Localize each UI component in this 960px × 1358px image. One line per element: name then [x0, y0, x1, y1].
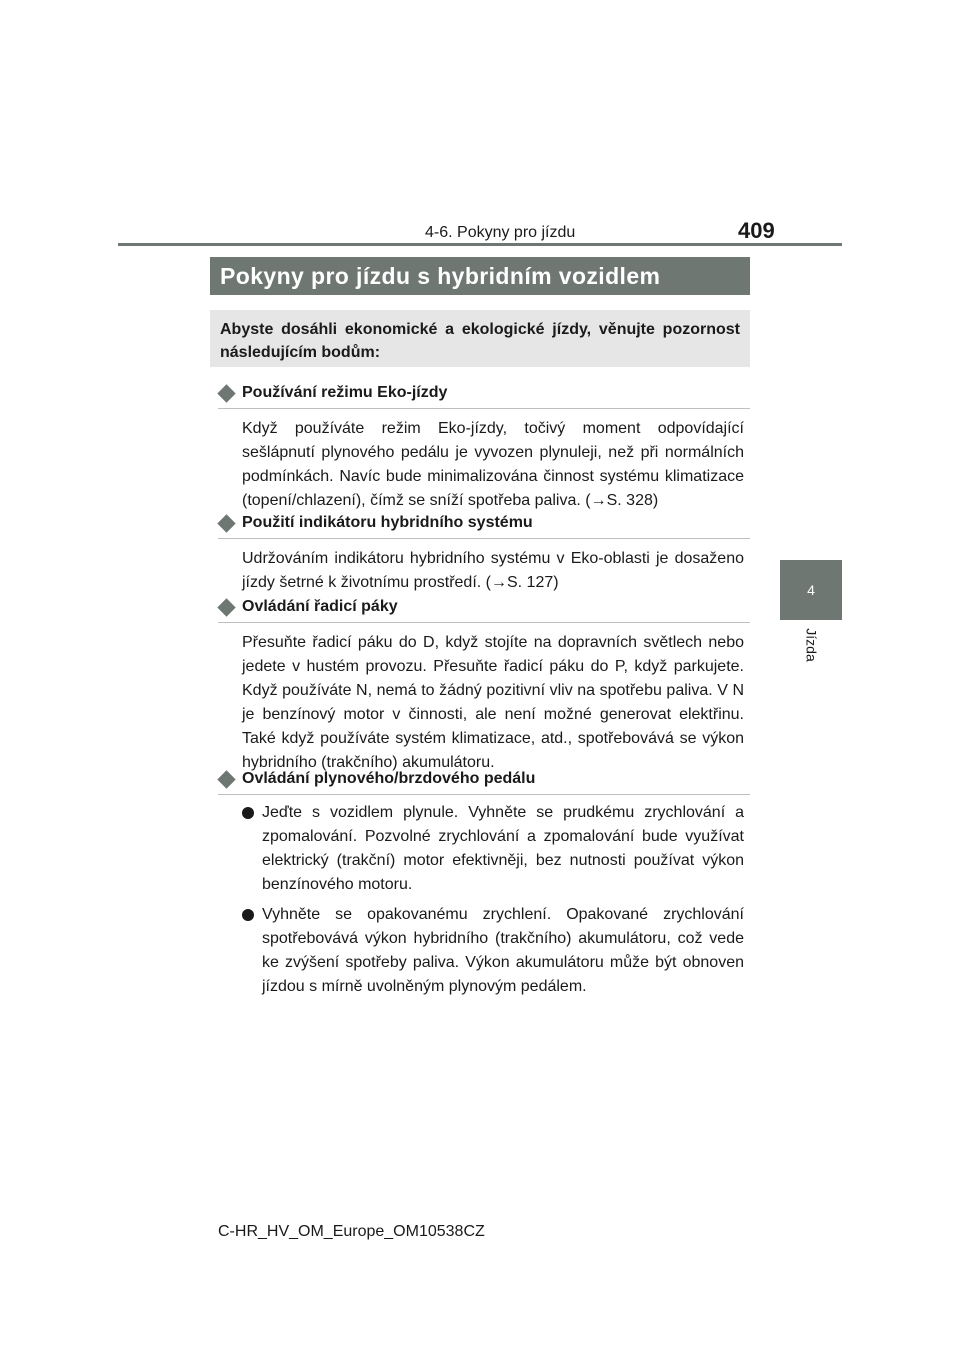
section-heading — [218, 596, 750, 623]
section-pedal-control — [218, 768, 750, 1005]
header-divider — [118, 243, 842, 246]
section-heading-text: Ovládání plynového/brzdového pedálu — [242, 770, 536, 787]
section-body: Přesuňte řadicí páku do D, když stojíte na dopravních světlech nebo jedete v hustém provozu. Přesuňte řadicí páku do P, když parkujete. Když používáte N, nemá to žádný pozitivní vliv na spotřebu paliva. V N je benzínový motor v činnosti, ale není možné generovat elektřinu. Také když používáte systém klimatizace, atd., spotřebovává se výkon hybridního (trakčního) akumulátoru. — [242, 634, 744, 771]
intro-text: Abyste dosáhli ekonomické a ekologické jízdy, věnujte pozornost následujícím bodům: — [220, 321, 740, 361]
section-body: Když používáte režim Eko-jízdy, točivý moment odpovídající sešlápnutí plynového pedálu je vyvozen plynuleji, než při normálních podmínkách. Navíc bude minimalizována činnost systému klimatizace (topení/chlazení), čímž se sníží spotřeba paliva. (→S. 328) — [242, 420, 744, 509]
document-code: C-HR_HV_OM_Europe_OM10538CZ — [218, 1223, 485, 1240]
section-eco-mode — [218, 382, 750, 513]
diamond-bullet-icon — [217, 384, 235, 402]
section-body: Udržováním indikátoru hybridního systému v Eko-oblasti je dosaženo jízdy šetrné k životnímu prostředí. (→S. 127) — [242, 550, 744, 591]
circle-bullet-icon — [242, 909, 254, 921]
section-heading — [218, 512, 750, 539]
circle-bullet-icon — [242, 807, 254, 819]
list-item — [242, 903, 744, 999]
header-section-title: 4-6. Pokyny pro jízdu — [425, 224, 576, 241]
diamond-bullet-icon — [217, 514, 235, 532]
section-heading — [218, 382, 750, 409]
page-title: Pokyny pro jízdu s hybridním vozidlem — [210, 257, 750, 295]
diamond-bullet-icon — [217, 598, 235, 616]
list-item-text: Vyhněte se opakovanému zrychlení. Opakované zrychlování spotřebovává výkon hybridního (trakčního) akumulátoru, což vede ke zvýšení spotřeby paliva. Výkon akumulátoru může být obnoven jízdou s mírně uvolněným plynovým pedálem. — [262, 906, 744, 995]
section-shift-lever — [218, 596, 750, 775]
intro-box — [210, 310, 750, 367]
chapter-tab[interactable] — [780, 560, 842, 620]
list-item-text: Jeďte s vozidlem plynule. Vyhněte se prudkému zrychlování a zpomalování. Pozvolné zrychlování a zpomalování bude využívat elektrický (trakční) motor efektivněji, bez nutnosti používat výkon benzínového motoru. — [262, 804, 744, 893]
section-heading-text: Použití indikátoru hybridního systému — [242, 514, 533, 531]
section-hybrid-indicator — [218, 512, 750, 595]
list-item — [242, 801, 744, 897]
chapter-number: 4 — [807, 582, 815, 598]
bullet-list — [242, 801, 744, 999]
chapter-label — [792, 625, 832, 665]
diamond-bullet-icon — [217, 770, 235, 788]
section-heading-text: Používání režimu Eko-jízdy — [242, 384, 448, 401]
section-heading-text: Ovládání řadicí páky — [242, 598, 398, 615]
section-heading — [218, 768, 750, 795]
page-number: 409 — [738, 218, 775, 243]
chapter-label-text: Jízda — [804, 628, 820, 662]
